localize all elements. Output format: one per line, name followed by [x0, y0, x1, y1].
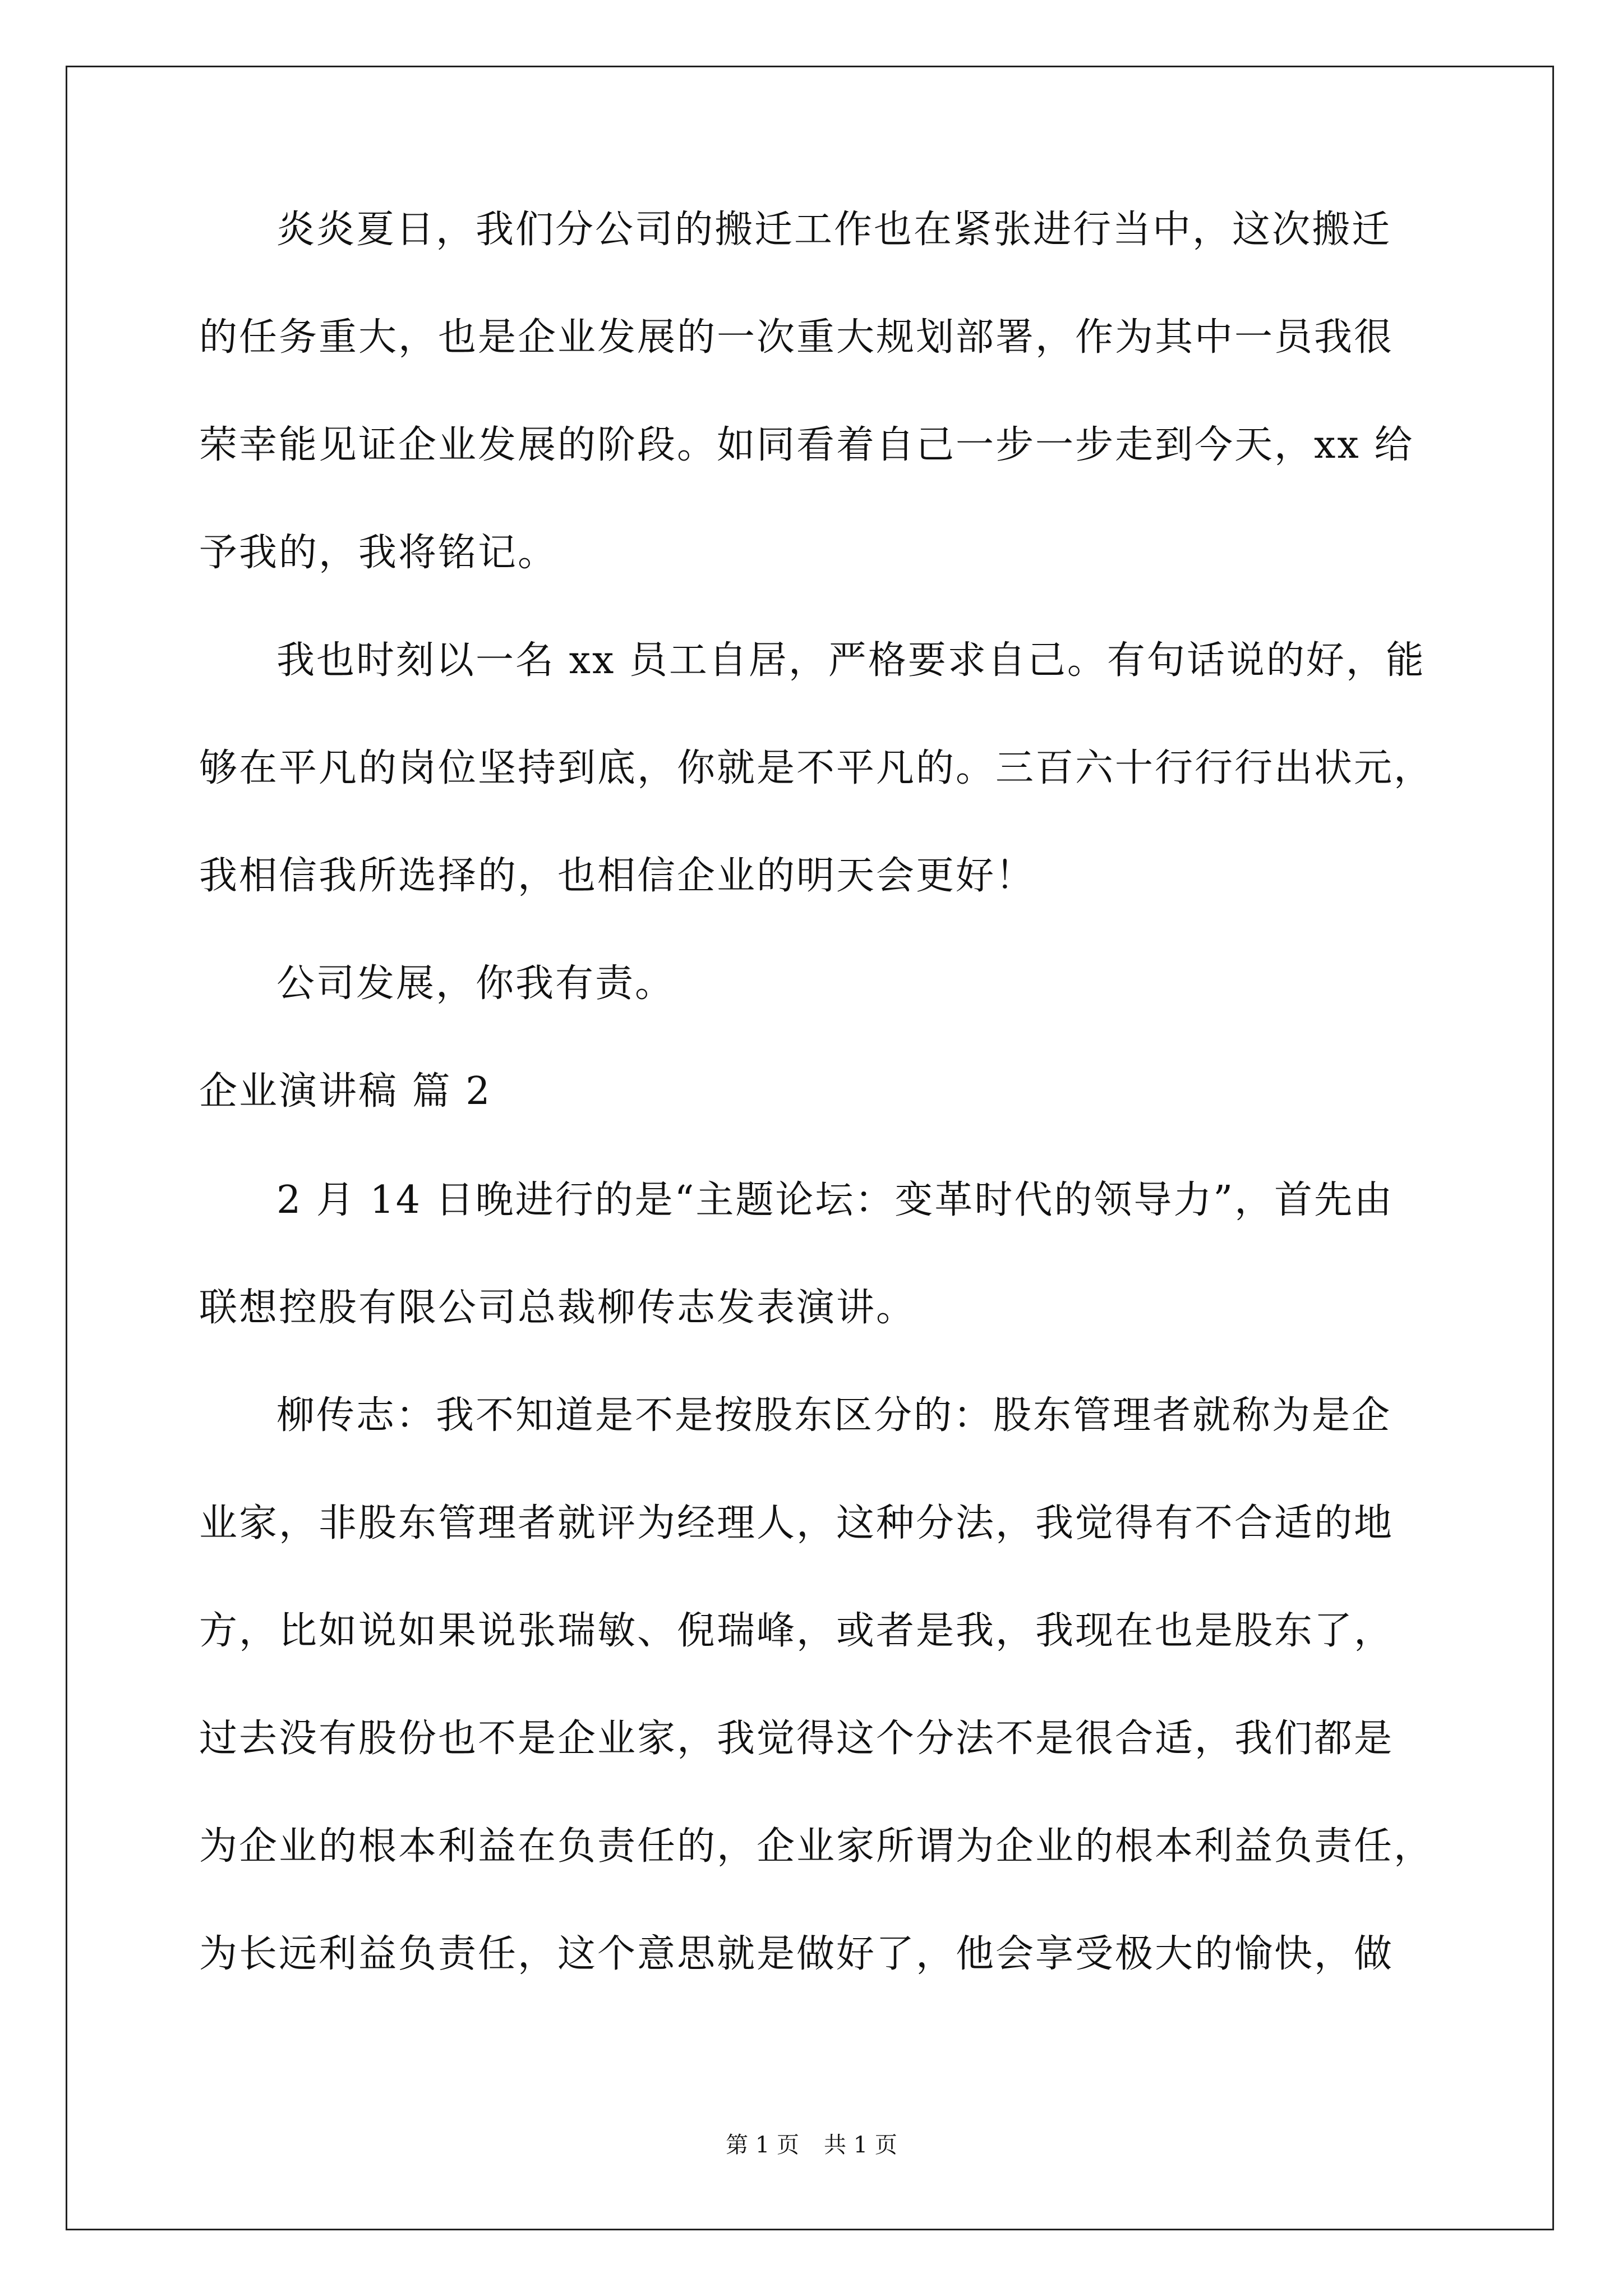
section-heading: 企业演讲稿 篇 2	[199, 1069, 492, 1114]
paragraph-1-line-2: 的任务重大，也是企业发展的一次重大规划部署，作为其中一员我很	[199, 315, 1394, 360]
paragraph-1-line-4: 予我的，我将铭记。	[199, 531, 558, 575]
paragraph-2-line-3: 我相信我所选择的，也相信企业的明天会更好！	[199, 854, 1036, 898]
paragraph-3-line-1: 公司发展，你我有责。	[276, 961, 675, 1006]
paragraph-2-line-2: 够在平凡的岗位坚持到底，你就是不平凡的。三百六十行行行出状元，	[199, 746, 1434, 790]
paragraph-1-line-3: 荣幸能见证企业发展的阶段。如同看着自己一步一步走到今天，xx 给	[199, 423, 1414, 467]
page-footer	[0, 2132, 1623, 2159]
paragraph-5-line-2: 业家，非股东管理者就评为经理人，这种分法，我觉得有不合适的地	[199, 1501, 1394, 1545]
paragraph-2-line-1: 我也时刻以一名 xx 员工自居，严格要求自己。有句话说的好，能	[276, 638, 1426, 683]
paragraph-5-line-1: 柳传志：我不知道是不是按股东区分的：股东管理者就称为是企	[276, 1393, 1392, 1438]
paragraph-5-line-5: 为企业的根本利益在负责任的，企业家所谓为企业的根本利益负责任，	[199, 1824, 1434, 1869]
paragraph-5-line-3: 方，比如说如果说张瑞敏、倪瑞峰，或者是我，我现在也是股东了，	[199, 1609, 1394, 1653]
paragraph-1-line-1: 炎炎夏日，我们分公司的搬迁工作也在紧张进行当中，这次搬迁	[276, 208, 1392, 252]
page-total: 共 1 页	[824, 2132, 897, 2158]
paragraph-5-line-4: 过去没有股份也不是企业家，我觉得这个分法不是很合适，我们都是	[199, 1717, 1394, 1761]
paragraph-4-line-2: 联想控股有限公司总裁柳传志发表演讲。	[199, 1286, 916, 1330]
page-border	[66, 66, 1554, 2230]
paragraph-5-line-6: 为长远利益负责任，这个意思就是做好了，他会享受极大的愉快，做	[199, 1932, 1394, 1976]
paragraph-4-line-1: 2 月 14 日晚进行的是“主题论坛：变革时代的领导力”，首先由	[276, 1178, 1394, 1222]
page-number: 第 1 页	[726, 2132, 799, 2158]
